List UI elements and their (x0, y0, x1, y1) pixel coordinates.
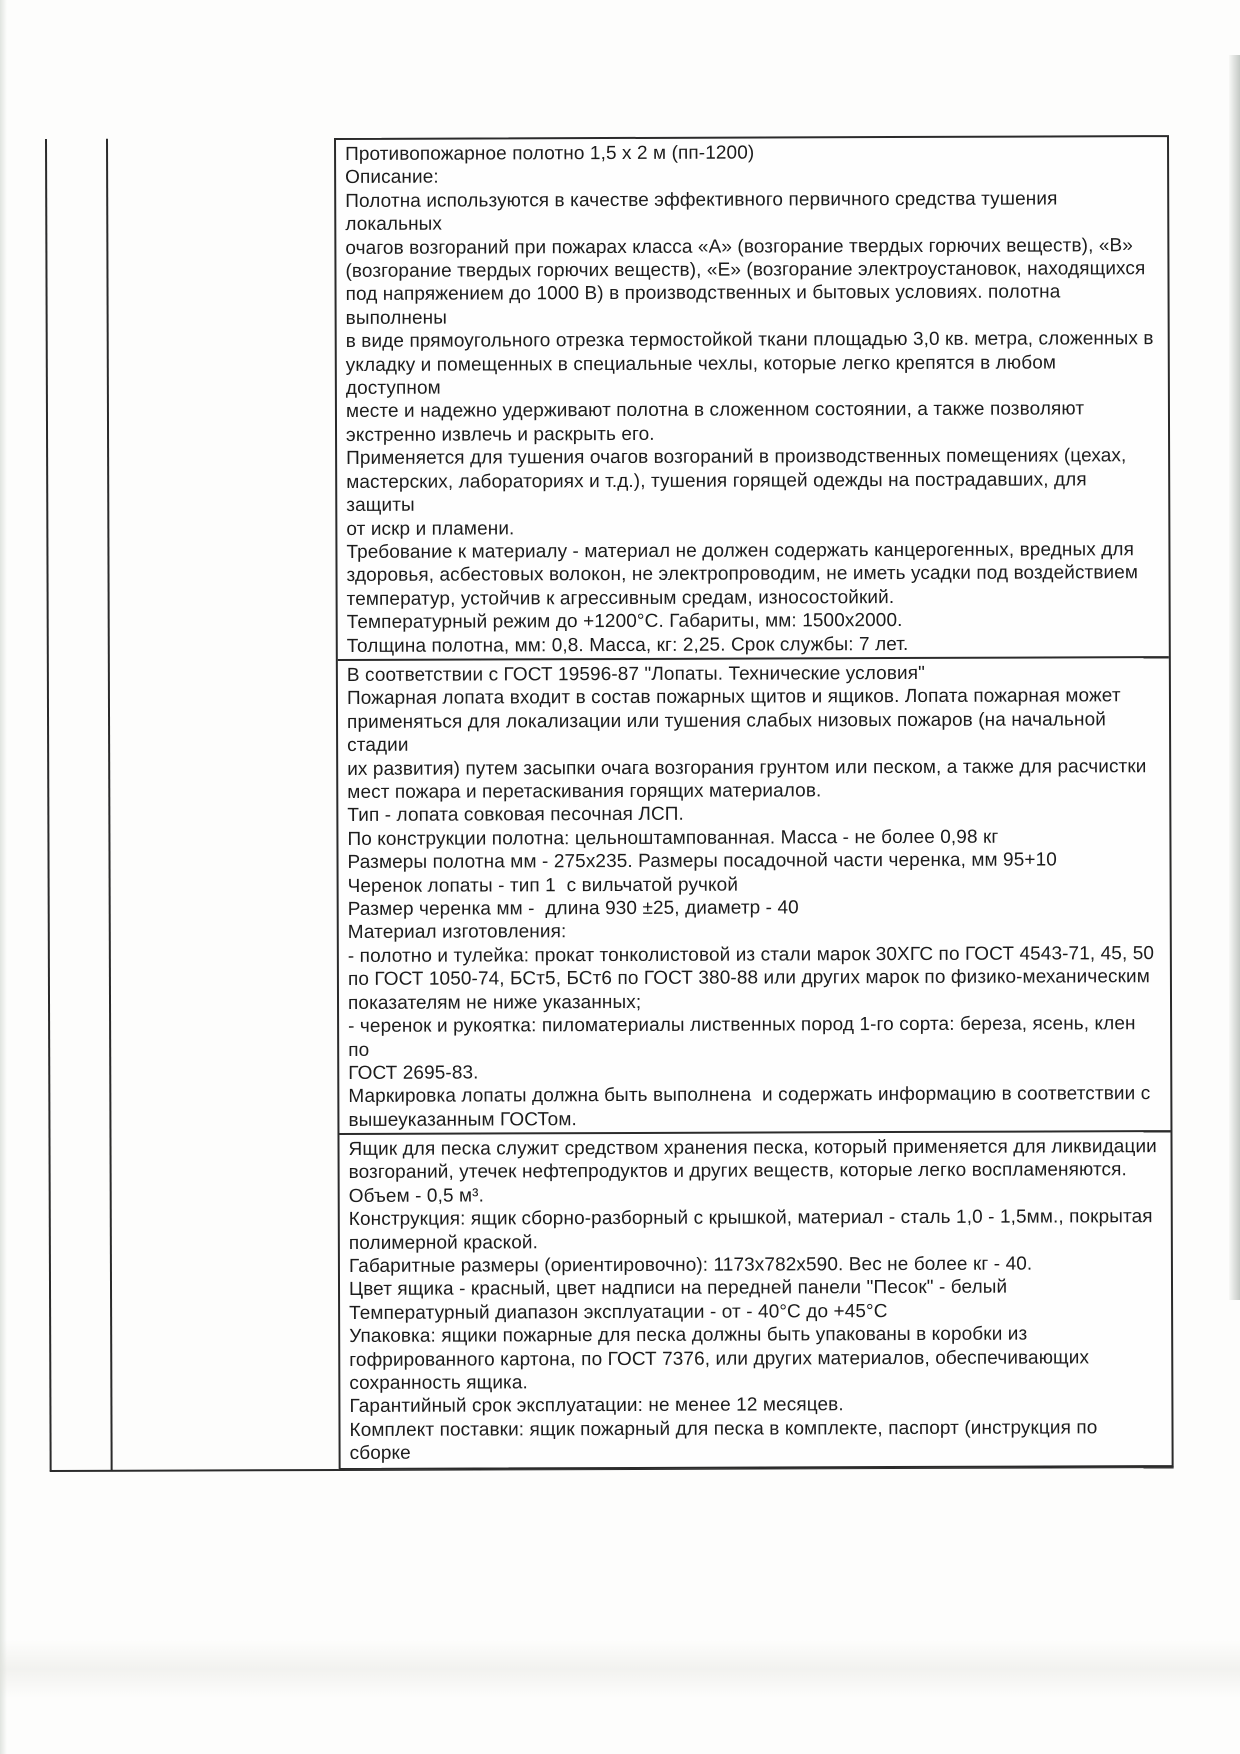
text-line: укладку и помещенных в специальные чехлы, которые легко крепятся в любом доступном (345, 352, 1062, 400)
text-line: очагов возгораний при пожарах класса «А» (возгорание твердых горючих веществ), «В» (345, 234, 1133, 259)
text-line: Размеры полотна мм - 275х235. Размеры посадочной части черенка, мм 95+10 (347, 849, 1057, 874)
scan-artifact-band (0, 1640, 1240, 1698)
text-line: Маркировка лопаты должна быть выполнена и содержать информацию в соответствии с (348, 1083, 1151, 1108)
product-description-table (45, 135, 1174, 1471)
text-line: Габаритные размеры (ориентировочно): 1173х782х590. Вес не более кг - 40. (348, 1253, 1033, 1277)
text-line: мастерских, лабораториях и т.д.), тушения горящей одежды на пострадавших, для защиты (346, 469, 1093, 517)
text-line: Комплект поставки: ящик пожарный для песка в комплекте, паспорт (инструкция по сборке (349, 1417, 1103, 1465)
text-line: мест пожара и перетаскивания горящих материалов. (347, 780, 822, 803)
text-line: возгораний, утечек нефтепродуктов и других веществ, которые легко воспламеняются. (348, 1159, 1127, 1184)
section-sand-box (339, 1132, 1171, 1468)
text-line: Температурный режим до +1200°С. Габариты, мм: 1500х2000. (346, 610, 903, 634)
text-line: - черенок и рукоятка: пиломатериалы лиственных пород 1-го сорта: береза, ясень, клен по (348, 1013, 1142, 1061)
text-line: Гарантийный срок эксплуатации: не менее 12 месяцев. (349, 1394, 844, 1418)
text-line: В соответствии с ГОСТ 19596-87 "Лопаты. Технические условия" (346, 662, 925, 686)
text-line: полимерной краской. (348, 1231, 539, 1254)
text-line: месте и надежно удерживают полотна в сложенном состоянии, а также позволяют (345, 398, 1085, 423)
text-line: - полотно и тулейка: прокат тонколистовой из стали марок 30ХГС по ГОСТ 4543-71, 45, 50 (347, 943, 1155, 967)
scan-edge-left (0, 0, 7, 1754)
text-line: здоровья, асбестовых волокон, не электропроводим, не иметь усадки под воздействием (346, 562, 1139, 587)
text-line: Объем - 0,5 м³. (348, 1185, 485, 1207)
text-line: Материал изготовления: (347, 921, 567, 944)
text-line: Конструкция: ящик сборно-разборный с крышкой, материал - сталь 1,0 - 1,5мм., покрытая (348, 1206, 1153, 1231)
text-line: Черенок лопаты - тип 1 с вильчатой ручкой (347, 874, 739, 897)
text-line: ГОСТ 2695-83. (348, 1062, 479, 1084)
text-line: (возгорание твердых горючих веществ), «Е» (возгорание электроустановок, находящихся (345, 258, 1146, 282)
text-line: по ГОСТ 1050-74, БСт5, БСт6 по ГОСТ 380-88 или других марок по физико-механическим (347, 966, 1150, 991)
text-line: Тип - лопата совковая песочная ЛСП. (347, 804, 684, 827)
text-line: экстренно извлечь и раскрыть его. (345, 423, 655, 446)
scan-edge-right (1229, 55, 1240, 1300)
text-line: от искр и пламени. (346, 517, 515, 540)
text-line: Цвет ящика - красный, цвет надписи на передней панели "Песок" - белый (348, 1277, 1008, 1301)
table-border-column1-left (45, 139, 52, 1471)
text-line: Упаковка: ящики пожарные для песка должны быть упакованы в коробки из (349, 1323, 1028, 1348)
text-line: Полотна используются в качестве эффективного первичного средства тушения локальных (345, 188, 1063, 236)
text-line: Температурный диапазон эксплуатации - от - 40°С до +45°С (349, 1300, 888, 1324)
section-fire-blanket (336, 137, 1169, 661)
text-line: Применяется для тушения очагов возгораний в производственных помещениях (цехах, (346, 445, 1127, 470)
text-line: под напряжением до 1000 В) в производственных и бытовых условиях. полотна выполнены (345, 281, 1066, 329)
text-line: Требование к материалу - материал не должен содержать канцерогенных, вредных для (346, 539, 1135, 563)
text-line: Размер черенка мм - длина 930 ±25, диаметр - 40 (347, 897, 799, 921)
text-line: Ящик для песка служит средством хранения песка, который применяется для ликвидации (348, 1136, 1157, 1160)
table-border-column2-left (106, 139, 113, 1471)
text-line: в виде прямоугольного отрезка термостойкой ткани площадью 3,0 кв. метра, сложенных в (345, 328, 1154, 353)
text-line: применяться для локализации или тушения слабых низовых пожаров (на начальной стадии (347, 709, 1112, 757)
section-fire-shovel (338, 658, 1171, 1135)
text-line: Описание: (345, 167, 439, 189)
text-line: гофрированного картона, по ГОСТ 7376, или других материалов, обеспечивающих (349, 1347, 1090, 1371)
description-column (334, 135, 1174, 1470)
text-line: сохранность ящика. (349, 1372, 528, 1395)
text-line: температур, устойчив к агрессивным средам, износостойкий. (346, 586, 895, 610)
text-line: По конструкции полотна: цельноштампованная. Масса - не более 0,98 кг (347, 826, 999, 850)
text-line: Пожарная лопата входит в состав пожарных щитов и ящиков. Лопата пожарная может (346, 685, 1121, 710)
text-line: показателям не ниже указанных; (347, 991, 642, 1014)
text-line: их развития) путем засыпки очага возгорания грунтом или песком, а также для расчистки (347, 755, 1147, 780)
text-line: вышеуказанным ГОСТом. (348, 1108, 577, 1131)
text-line: Противопожарное полотно 1,5 х 2 м (пп-1200) (345, 142, 755, 165)
text-line: Толщина полотна, мм: 0,8. Масса, кг: 2,25. Срок службы: 7 лет. (346, 633, 909, 657)
